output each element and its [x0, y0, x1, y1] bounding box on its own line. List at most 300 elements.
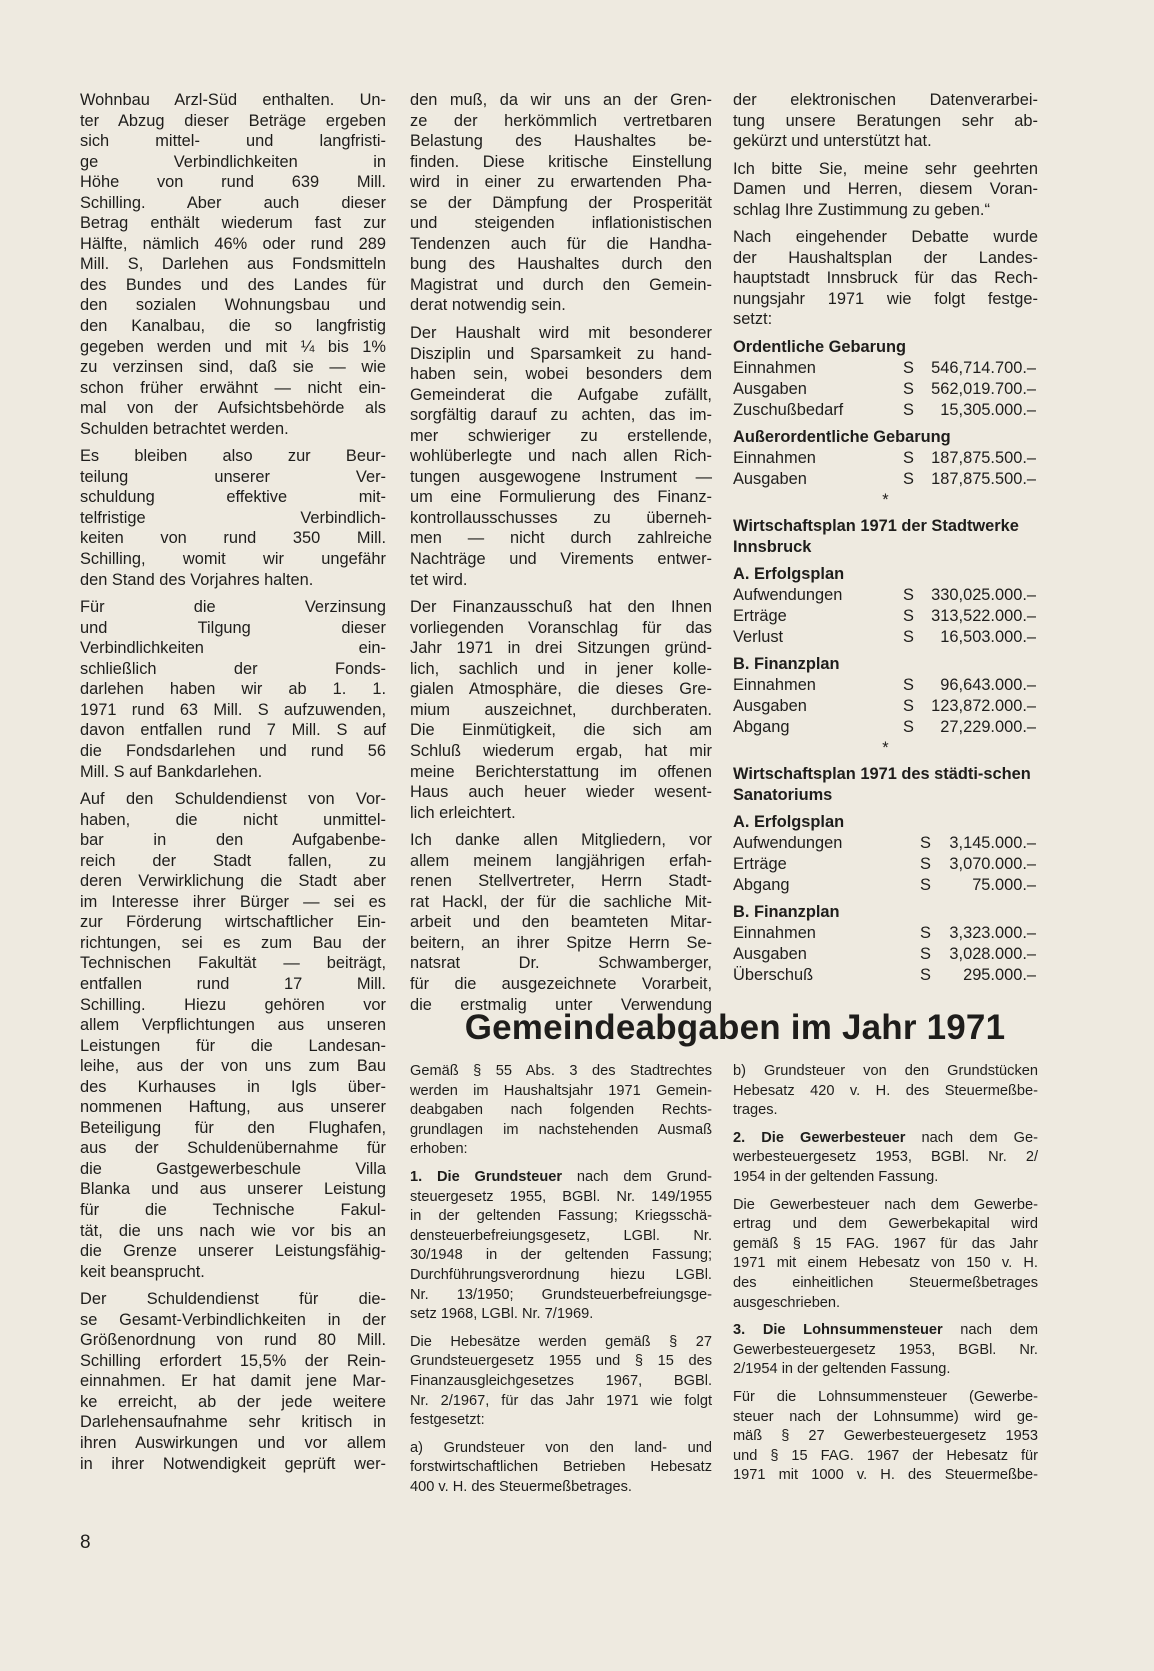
line-text: Magistrat und durch den Gemein-: [410, 275, 712, 294]
text-line: [80, 357, 386, 378]
bold-lead-in: 2. Die Gewerbesteuer: [733, 1129, 906, 1146]
text-line: [80, 487, 386, 508]
text-line: [80, 1179, 386, 1200]
line-text: steuer nach der Lohnsumme) wird ge-: [733, 1408, 1038, 1425]
line-text: Haus auch heuer wieder wesent-: [410, 783, 712, 802]
line-text: teilung unserer Ver-: [80, 467, 386, 486]
amount-value: 3,070.000.–: [949, 855, 1036, 874]
paragraph: [80, 1289, 386, 1474]
table-heading: Außerordentliche Gebarung: [733, 428, 951, 447]
line-text: telfristige Verbindlich-: [80, 508, 386, 527]
table-row: [733, 469, 1038, 490]
line-text: keiten von rund 350 Mill.: [80, 529, 386, 548]
text-line: [733, 1360, 1038, 1380]
line-text: gialen Atmosphäre, die dieses Gre-: [410, 680, 712, 699]
amount-value: 187,875.500.–: [931, 449, 1036, 468]
line-text: 30/1948 in der geltenden Fassung;: [410, 1247, 712, 1264]
line-text: in ihrer Notwendigkeit geprüft wer-: [80, 1454, 386, 1473]
lower-column-3: [733, 1062, 1038, 1494]
text-line: [80, 741, 386, 762]
row-label: Überschuß: [733, 966, 814, 985]
line-text: mäß § 27 Gewerbesteuergesetz 1953: [733, 1428, 1038, 1445]
column-3-text: [733, 90, 1038, 330]
line-text: natsrat Dr. Schwamberger,: [410, 954, 712, 973]
text-line: [80, 508, 386, 529]
amount-value: 313,522.000.–: [931, 607, 1036, 626]
text-line: [80, 912, 386, 933]
text-line: [80, 810, 386, 831]
text-line: [80, 1118, 386, 1139]
line-text: tungen ausgewogene Instrument —: [410, 467, 712, 486]
line-text: schuldung effektive mit-: [80, 488, 386, 507]
row-label: Erträge: [733, 607, 787, 626]
text-line: [410, 508, 712, 529]
text-line: [80, 1077, 386, 1098]
line-text: Damen und Herren, diesem Voran-: [733, 180, 1038, 199]
line-text: densteuerbefreiungsgesetz, LGBl. Nr.: [410, 1227, 712, 1244]
column-2: [410, 90, 712, 1022]
text-line: [80, 378, 386, 399]
line-text: Höhe von rund 639 Mill.: [80, 173, 386, 192]
text-line: [733, 1466, 1038, 1486]
line-text: den Stand des Vorjahres halten.: [80, 570, 314, 589]
paragraph: [733, 1388, 1038, 1486]
text-line: [80, 995, 386, 1016]
currency: S: [903, 359, 914, 378]
paragraph: [410, 830, 712, 1015]
line-text: Darlehensaufnahme sehr kritisch in: [80, 1413, 386, 1432]
text-line: [410, 974, 712, 995]
amount-value: 16,503.000.–: [940, 628, 1036, 647]
separator-asterisk: *: [882, 491, 889, 510]
line-text: Durchführungsverordnung hiezu LGBl.: [410, 1266, 712, 1283]
text-line: [410, 1121, 712, 1141]
text-line: [410, 172, 712, 193]
line-text: ze der herkömmlich vertretbaren: [410, 111, 712, 130]
line-text: Disziplin und Sparsamkeit zu hand-: [410, 344, 712, 363]
text-line: [80, 1412, 386, 1433]
text-line: [410, 193, 712, 214]
text-line: [80, 1241, 386, 1262]
currency: S: [920, 924, 931, 943]
line-text: 1971 mit 1000 v. H. des Steuermeßbe-: [733, 1467, 1038, 1484]
table-row: [733, 606, 1038, 627]
row-label: Ausgaben: [733, 697, 807, 716]
line-text: für die ausgezeichnete Vorarbeit,: [410, 974, 712, 993]
table-row: [733, 585, 1038, 606]
line-text: Tendenzen auch für die Handha-: [410, 234, 712, 253]
amount-value: 546,714.700.–: [931, 359, 1036, 378]
line-text: forstwirtschaftlichen Betrieben Hebesatz: [410, 1459, 712, 1476]
text-line: [733, 309, 1038, 330]
line-text: des einheitlichen Steuermeßbetrages: [733, 1274, 1038, 1291]
text-line: [80, 1159, 386, 1180]
line-text: vorliegenden Voranschlag für das: [410, 618, 712, 637]
table-row: [733, 833, 1038, 854]
table-row: [733, 923, 1038, 944]
line-text: b) Grundsteuer von den Grundstücken: [733, 1063, 1038, 1079]
text-line: [410, 364, 712, 385]
text-line: [733, 111, 1038, 132]
line-text: werden im Haushaltsjahr 1971 Gemein-: [410, 1082, 712, 1099]
line-text: deren Verwirklichung die Stadt aber: [80, 872, 386, 891]
bold-lead-in: 3. Die Lohnsummensteuer: [733, 1322, 943, 1339]
line-text: kontrollausschusses zu überneh-: [410, 508, 712, 527]
line-text: beitern, an ihrer Spitze Herrn Se-: [410, 933, 712, 952]
text-line: [733, 248, 1038, 269]
line-text: ter Abzug dieser Beträge ergeben: [80, 111, 386, 130]
line-text: des Kurhauses in Igls über-: [80, 1077, 386, 1096]
line-text: die Grenze unserer Leistungsfähig-: [80, 1242, 386, 1261]
text-line: [80, 638, 386, 659]
line-text: tät, die uns nach wie vor bis an: [80, 1221, 386, 1240]
text-line: [410, 1478, 712, 1498]
line-text: Auf den Schuldendienst von Vor-: [80, 790, 386, 809]
text-line: [80, 254, 386, 275]
table-row: [733, 717, 1038, 738]
line-text: meine Berichterstattung im offenen: [410, 762, 712, 781]
text-line: [80, 762, 386, 783]
line-text: des Bundes und des Landes für: [80, 275, 386, 294]
line-text: einnahmen. Er hat damit jene Mar-: [80, 1372, 386, 1391]
line-text: setz 1968, LGBl. Nr. 7/1969.: [410, 1306, 594, 1323]
row-label: Ausgaben: [733, 470, 807, 489]
table-heading: Wirtschaftsplan 1971 des städti-schen Sanatoriums: [733, 765, 1031, 805]
text-line: [410, 323, 712, 344]
table-row: [733, 944, 1038, 965]
currency: S: [903, 470, 914, 489]
text-line: [80, 1221, 386, 1242]
text-line: [733, 1101, 1038, 1121]
currency: S: [920, 966, 931, 985]
text-line: [410, 344, 712, 365]
text-line: [410, 1168, 712, 1188]
text-line: [80, 871, 386, 892]
currency: S: [903, 628, 914, 647]
currency: S: [903, 449, 914, 468]
text-line: [80, 1097, 386, 1118]
text-line: [410, 1458, 712, 1478]
line-text: Der Finanzausschuß hat den Ihnen: [410, 598, 712, 617]
text-line: [733, 1062, 1038, 1082]
amount-value: 187,875.500.–: [931, 470, 1036, 489]
table-heading: B. Finanzplan: [733, 903, 840, 922]
text-line: [733, 1196, 1038, 1216]
text-line: [80, 419, 386, 440]
paragraph: [733, 227, 1038, 330]
text-line: [410, 254, 712, 275]
text-line: [410, 1140, 712, 1160]
text-line: [80, 172, 386, 193]
text-line: [80, 467, 386, 488]
text-line: [410, 1286, 712, 1306]
line-text: Nr. 2/1967, für das Jahr 1971 wie folgt: [410, 1392, 712, 1409]
text-line: [733, 1129, 1038, 1149]
line-text: Grundsteuergesetz 1955 und § 15 des: [410, 1353, 712, 1370]
line-text: wohlüberlegte und nach allen Rich-: [410, 447, 712, 466]
line-text: schlag Ihre Zustimmung zu geben.“: [733, 200, 990, 219]
line-text: Mill. S auf Bankdarlehen.: [80, 762, 263, 781]
line-text: leihe, aus der von uns zum Bau: [80, 1057, 386, 1076]
line-text: Für die Verzinsung: [80, 598, 386, 617]
text-line: [410, 295, 712, 316]
line-text: Nachträge und Virements entwer-: [410, 550, 712, 569]
line-text: Verbindlichkeiten ein-: [80, 639, 386, 658]
line-text: entfallen rund 17 Mill.: [80, 974, 386, 993]
line-text: reich der Stadt fallen, zu: [80, 851, 386, 870]
separator-asterisk: *: [882, 739, 889, 758]
paragraph: [733, 159, 1038, 221]
paragraph: [80, 446, 386, 590]
lower-column-2: [410, 1062, 712, 1505]
paragraph: [733, 1321, 1038, 1380]
row-label: Abgang: [733, 876, 790, 895]
line-text: rat Hackl, der für die sachliche Mit-: [410, 892, 712, 911]
text-line: [80, 1310, 386, 1331]
text-line: [733, 1388, 1038, 1408]
line-text: bung des Haushaltes durch den: [410, 255, 712, 274]
paragraph: [733, 1196, 1038, 1314]
line-text: Der Haushalt wird mit besonderer: [410, 324, 712, 343]
text-line: [733, 227, 1038, 248]
line-text: ertrag und dem Gewerbekapital wird: [733, 1216, 1038, 1233]
currency: S: [903, 586, 914, 605]
text-line: [80, 1036, 386, 1057]
table-heading: Wirtschaftsplan 1971 der Stadtwerke Innsbruck: [733, 517, 1019, 557]
line-text: für die Technische Fakul-: [80, 1200, 386, 1219]
line-text: ihren Auswirkungen und vor allem: [80, 1434, 386, 1452]
text-line: [80, 953, 386, 974]
text-line: [80, 659, 386, 680]
line-text: wird in einer zu erwartenden Pha-: [410, 173, 712, 192]
text-line: [410, 1372, 712, 1392]
line-text: Blanka und aus unserer Leistung: [80, 1180, 386, 1199]
line-text: se Gesamt-Verbindlichkeiten in der: [80, 1310, 386, 1329]
line-text: lich, sachlich und in jener kolle-: [410, 659, 712, 678]
table-row: [733, 627, 1038, 648]
text-line: [410, 1246, 712, 1266]
row-label: Einnahmen: [733, 676, 816, 695]
line-text: hauptstadt Innsbruck für das Rech-: [733, 269, 1038, 288]
text-line: [733, 159, 1038, 180]
line-text: Der Schuldendienst für die-: [80, 1290, 386, 1309]
line-text: Beteiligung für den Flughafen,: [80, 1118, 386, 1137]
amount-value: 295.000.–: [963, 966, 1036, 985]
text-line: [410, 933, 712, 954]
text-line: [733, 1254, 1038, 1274]
table-heading: A. Erfolgsplan: [733, 565, 845, 584]
text-line: [733, 1168, 1038, 1188]
line-text: werbesteuergesetz 1953, BGBl. Nr. 2/: [733, 1149, 1038, 1166]
amount-value: 27,229.000.–: [940, 718, 1036, 737]
text-line: [80, 933, 386, 954]
line-text: Größenordnung von rund 80 Mill.: [80, 1331, 386, 1350]
line-text: Die Hebesätze werden gemäß § 27: [410, 1333, 712, 1350]
line-text: haben, die nicht unmittel-: [80, 810, 386, 829]
row-label: Ausgaben: [733, 945, 807, 964]
currency: S: [920, 876, 931, 895]
text-line: [410, 385, 712, 406]
row-label: Zuschußbedarf: [733, 401, 844, 420]
line-text: Schilling. Hiezu gehören vor: [80, 995, 386, 1014]
text-line: [410, 90, 712, 111]
row-label: Abgang: [733, 718, 790, 737]
line-text: renen Stellvertreter, Herrn Stadt-: [410, 872, 712, 891]
text-line: [80, 1351, 386, 1372]
line-text: trages.: [733, 1102, 778, 1119]
text-line: [80, 618, 386, 639]
text-line: [80, 446, 386, 467]
line-text: 2/1954 in der geltenden Fassung.: [733, 1361, 951, 1378]
text-line: [80, 1330, 386, 1351]
line-text: Mill. S, Darlehen aus Fondsmitteln: [80, 255, 386, 274]
table-row: [733, 379, 1038, 400]
text-line: [410, 1188, 712, 1208]
line-text: Schulden betrachtet werden.: [80, 419, 289, 438]
text-line: [733, 1274, 1038, 1294]
line-text: ge Verbindlichkeiten in: [80, 152, 386, 171]
row-label: Verlust: [733, 628, 784, 647]
line-text: nach dem Grund-: [562, 1168, 712, 1185]
line-text: Ich bitte Sie, meine sehr geehrten: [733, 159, 1038, 178]
line-text: schon früher erwähnt — nicht ein-: [80, 378, 386, 397]
line-text: Gemeinderat die Aufgabe zufällt,: [410, 385, 712, 404]
line-text: festgesetzt:: [410, 1412, 485, 1429]
line-text: richtungen, sei es zum Bau der: [80, 933, 386, 952]
line-text: ausgeschrieben.: [733, 1294, 841, 1311]
line-text: mer schwieriger zu erstellende,: [410, 426, 712, 445]
paragraph: [733, 1129, 1038, 1188]
text-line: [733, 1427, 1038, 1447]
text-line: [410, 871, 712, 892]
table-row: [733, 448, 1038, 469]
line-text: den muß, da wir uns an der Gren-: [410, 91, 712, 109]
table-row: [733, 358, 1038, 379]
line-text: arbeit und den beamteten Mitar-: [410, 913, 712, 932]
text-line: [733, 1294, 1038, 1314]
line-text: se der Dämpfung der Prosperität: [410, 193, 712, 212]
line-text: Die Einmütigkeit, die sich am: [410, 721, 712, 740]
line-text: Finanzausgleichgesetzes 1967, BGBl.: [410, 1372, 712, 1389]
row-label: Aufwendungen: [733, 586, 843, 605]
amount-value: 96,643.000.–: [940, 676, 1036, 695]
text-line: [410, 467, 712, 488]
text-line: [410, 720, 712, 741]
text-line: [80, 152, 386, 173]
text-line: [80, 830, 386, 851]
line-text: Betrag enthält wiederum fast zur: [80, 214, 386, 233]
budget-table: [733, 337, 1038, 986]
text-line: [733, 289, 1038, 310]
row-label: Einnahmen: [733, 359, 816, 378]
row-label: Erträge: [733, 855, 787, 874]
text-line: [733, 1082, 1038, 1102]
table-row: [733, 675, 1038, 696]
text-line: [80, 974, 386, 995]
text-line: [80, 1056, 386, 1077]
paragraph: [410, 90, 712, 316]
text-line: [733, 268, 1038, 289]
paragraph: [410, 1439, 712, 1498]
text-line: [410, 1305, 712, 1325]
column-3: [733, 90, 1038, 986]
currency: S: [903, 718, 914, 737]
line-text: nach dem: [942, 1322, 1038, 1339]
text-line: [80, 597, 386, 618]
line-text: keit beansprucht.: [80, 1262, 205, 1281]
row-label: Einnahmen: [733, 924, 816, 943]
line-text: steuergesetz 1955, BGBl. Nr. 149/1955: [410, 1188, 712, 1205]
line-text: zu verzinsen sind, daß sie — wie: [80, 358, 386, 377]
text-line: [410, 1352, 712, 1372]
line-text: Hebesatz 420 v. H. des Steuermeßbe-: [733, 1082, 1038, 1099]
line-text: Für die Lohnsummensteuer (Gewerbe-: [733, 1388, 1038, 1405]
amount-value: 15,305.000.–: [940, 401, 1036, 420]
line-text: sorgfältig darauf zu achten, das im-: [410, 406, 712, 425]
text-line: [80, 892, 386, 913]
line-text: mium auszeichnet, durchberaten.: [410, 700, 712, 719]
line-text: a) Grundsteuer von den land- und: [410, 1439, 712, 1456]
text-line: [410, 487, 712, 508]
page-number: 8: [80, 1532, 91, 1553]
text-line: [733, 1148, 1038, 1168]
line-text: ke erreicht, ab der jede weitere: [80, 1392, 386, 1411]
text-line: [80, 720, 386, 741]
section-headline: Gemeindeabgaben im Jahr 1971: [464, 1008, 1006, 1047]
line-text: grundlagen im nachstehenden Ausmaß: [410, 1121, 712, 1138]
line-text: gekürzt und unterstützt hat.: [733, 132, 932, 151]
text-line: [80, 234, 386, 255]
text-line: [80, 1454, 386, 1475]
text-line: [80, 1262, 386, 1283]
line-text: Jahr 1971 in drei Sitzungen gründ-: [410, 639, 712, 658]
line-text: der elektronischen Datenverarbei-: [733, 91, 1038, 109]
text-line: [80, 1200, 386, 1221]
text-line: [733, 1215, 1038, 1235]
line-text: die erstmalig unter Verwendung: [410, 995, 712, 1014]
bold-lead-in: 1. Die Grundsteuer: [410, 1168, 563, 1185]
line-text: und steigenden inflationistischen: [410, 214, 712, 233]
text-line: [80, 213, 386, 234]
text-line: [410, 1333, 712, 1353]
currency: S: [920, 855, 931, 874]
line-text: den sozialen Wohnungsbau und: [80, 296, 386, 315]
text-line: [410, 426, 712, 447]
text-line: [80, 275, 386, 296]
line-text: gemäß § 15 FAG. 1967 für das Jahr: [733, 1235, 1038, 1252]
paragraph: [410, 1062, 712, 1160]
table-heading: Ordentliche Gebarung: [733, 338, 907, 357]
text-line: [733, 131, 1038, 152]
text-line: [410, 803, 712, 824]
line-text: lich erleichtert.: [410, 803, 516, 822]
table-row: [733, 875, 1038, 896]
line-text: tung unsere Beratungen sehr ab-: [733, 111, 1038, 130]
line-text: Nach eingehender Debatte wurde: [733, 228, 1038, 247]
row-label: Aufwendungen: [733, 834, 843, 853]
line-text: derat notwendig sein.: [410, 296, 566, 315]
text-line: [410, 570, 712, 591]
text-line: [733, 1447, 1038, 1467]
line-text: Schilling. Aber auch dieser: [80, 193, 386, 212]
paragraph: [80, 90, 386, 439]
line-text: sich mittel- und langfristi-: [80, 132, 386, 151]
line-text: haben sein, wobei besonders dem: [410, 365, 712, 384]
text-line: [410, 618, 712, 639]
text-line: [733, 1408, 1038, 1428]
line-text: tet wird.: [410, 570, 468, 589]
paragraph: [733, 1062, 1038, 1121]
